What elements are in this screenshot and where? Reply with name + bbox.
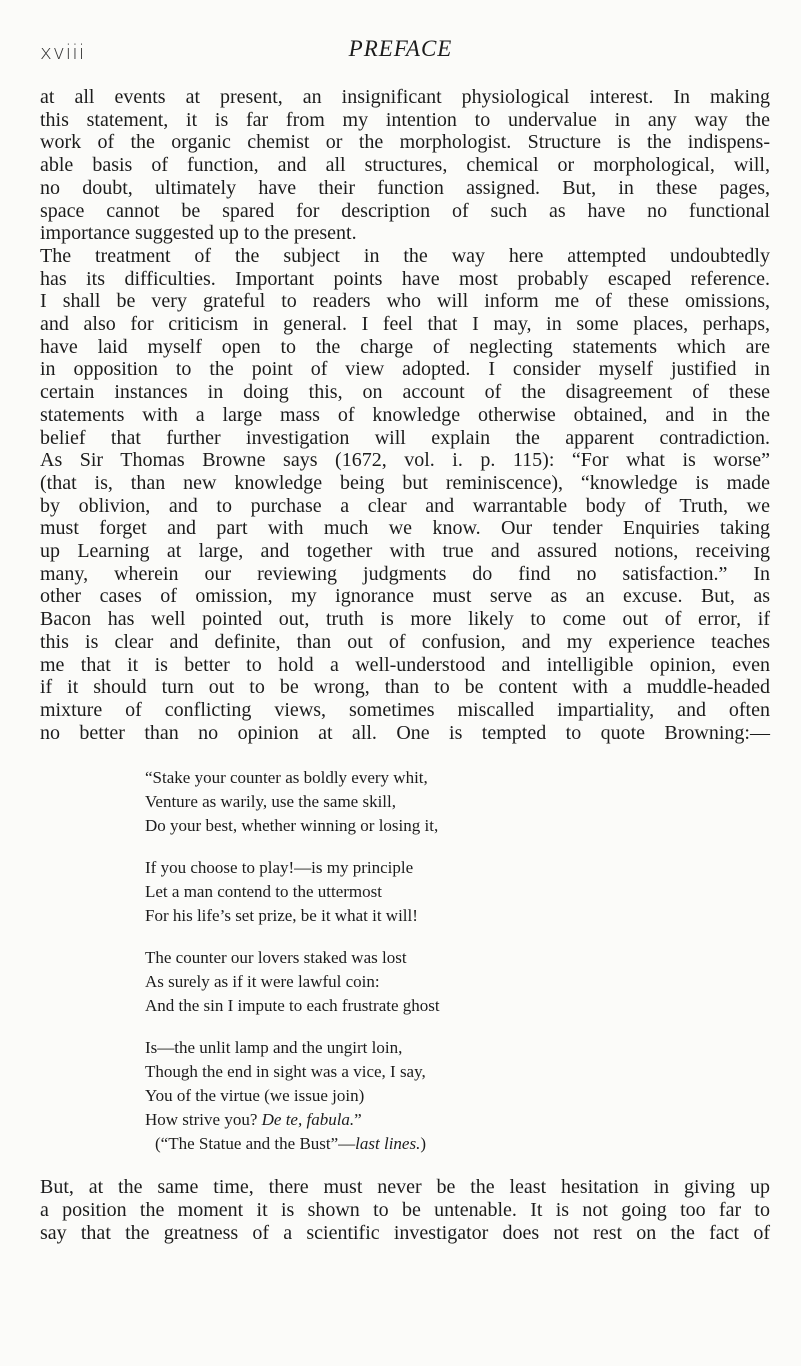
text-line: able basis of function, and all structures, chemical or morphological, will, <box>40 154 770 177</box>
page-body <box>40 86 770 1245</box>
text-line: at all events at present, an insignificant physiological interest. In making <box>40 86 770 108</box>
text-line: mixture of conflicting views, sometimes miscalled impartiality, and often <box>40 698 770 721</box>
text-line: certain instances in doing this, on account of the disagreement of these <box>40 381 770 404</box>
attribution-text: ) <box>420 1134 427 1154</box>
poem-line: “Stake your counter as boldly every whit, <box>145 768 428 788</box>
stanza-gap <box>145 1018 745 1036</box>
poem-text: ” <box>354 1110 362 1130</box>
text-line: space cannot be spared for description of such as have no functional <box>40 199 770 222</box>
text-line: a position the moment it is shown to be untenable. It is not going too far to <box>40 1199 770 1222</box>
text-line: statements with a large mass of knowledge otherwise obtained, and in the <box>40 403 770 426</box>
poem-italic-text: De te, fabula. <box>261 1110 355 1130</box>
attribution-italic-text: last lines. <box>355 1134 421 1154</box>
text-line: But, at the same time, there must never be the least hesitation in giving up <box>40 1176 770 1199</box>
poem-line: Venture as warily, use the same skill, <box>145 792 396 812</box>
text-line: has its difficulties. Important points have most probably escaped reference. <box>40 267 770 290</box>
text-line: in opposition to the point of view adopted. I consider myself justified in <box>40 358 770 381</box>
text-line: me that it is better to hold a well-understood and intelligible opinion, even <box>40 653 770 676</box>
poem-line: Do your best, whether winning or losing it, <box>145 816 439 836</box>
text-line: I shall be very grateful to readers who will inform me of these omissions, <box>40 290 770 313</box>
text-line: As Sir Thomas Browne says (1672, vol. i. p. 115): “For what is worse” <box>40 449 770 472</box>
poem-quotation <box>145 766 745 1156</box>
attribution-text: (“The Statue and the Bust”— <box>155 1134 356 1154</box>
text-line: work of the organic chemist or the morphologist. Structure is the indispens- <box>40 131 770 154</box>
text-line: up Learning at large, and together with true and assured notions, receiving <box>40 540 770 563</box>
poem-attribution <box>145 1132 745 1156</box>
text-line: other cases of omission, my ignorance must serve as an excuse. But, as <box>40 585 770 608</box>
paragraph-1 <box>40 86 770 744</box>
text-line: The treatment of the subject in the way here attempted undoubtedly <box>40 244 770 267</box>
poem-line: Is—the unlit lamp and the ungirt loin, <box>145 1038 403 1058</box>
poem-line: Let a man contend to the uttermost <box>145 882 382 902</box>
page-number: xviii <box>40 40 86 64</box>
text-line: and also for criticism in general. I feel that I may, in some places, perhaps, <box>40 313 770 336</box>
text-line: no doubt, ultimately have their function assigned. But, in these pages, <box>40 176 770 199</box>
text-line: if it should turn out to be wrong, than to be content with a muddle-headed <box>40 676 770 699</box>
poem-line: Though the end in sight was a vice, I say, <box>145 1062 426 1082</box>
text-line: belief that further investigation will explain the apparent contradiction. <box>40 426 770 449</box>
text-line: this statement, it is far from my intention to undervalue in any way the <box>40 108 770 131</box>
text-line: no better than no opinion at all. One is tempted to quote Browning:— <box>40 721 770 744</box>
text-line: this is clear and definite, than out of confusion, and my experience teaches <box>40 630 770 653</box>
text-line: say that the greatness of a scientific investigator does not rest on the fact of <box>40 1221 770 1244</box>
text-line: (that is, than new knowledge being but reminiscence), “knowledge is made <box>40 471 770 494</box>
text-line: must forget and part with much we know. Our tender Enquiries taking <box>40 517 770 540</box>
text-line: Bacon has well pointed out, truth is more likely to come out of error, if <box>40 608 770 631</box>
poem-text: How strive you? <box>145 1110 262 1130</box>
poem-line: You of the virtue (we issue join) <box>145 1086 365 1106</box>
poem-line: The counter our lovers staked was lost <box>145 948 407 968</box>
poem-line: As surely as if it were lawful coin: <box>145 972 380 992</box>
poem-line: If you choose to play!—is my principle <box>145 858 414 878</box>
poem-line: For his life’s set prize, be it what it will! <box>145 906 418 926</box>
text-line: by oblivion, and to purchase a clear and warrantable body of Truth, we <box>40 494 770 517</box>
text-line: many, wherein our reviewing judgments do find no satisfaction.” In <box>40 562 770 585</box>
stanza-gap <box>145 838 745 856</box>
text-line: have laid myself open to the charge of neglecting statements which are <box>40 335 770 358</box>
running-head: PREFACE <box>348 36 453 61</box>
poem-line <box>145 1108 745 1132</box>
stanza-gap <box>145 928 745 946</box>
poem-line: And the sin I impute to each frustrate ghost <box>145 996 440 1016</box>
paragraph-3 <box>40 1176 770 1244</box>
text-line: importance suggested up to the present. <box>40 222 357 245</box>
